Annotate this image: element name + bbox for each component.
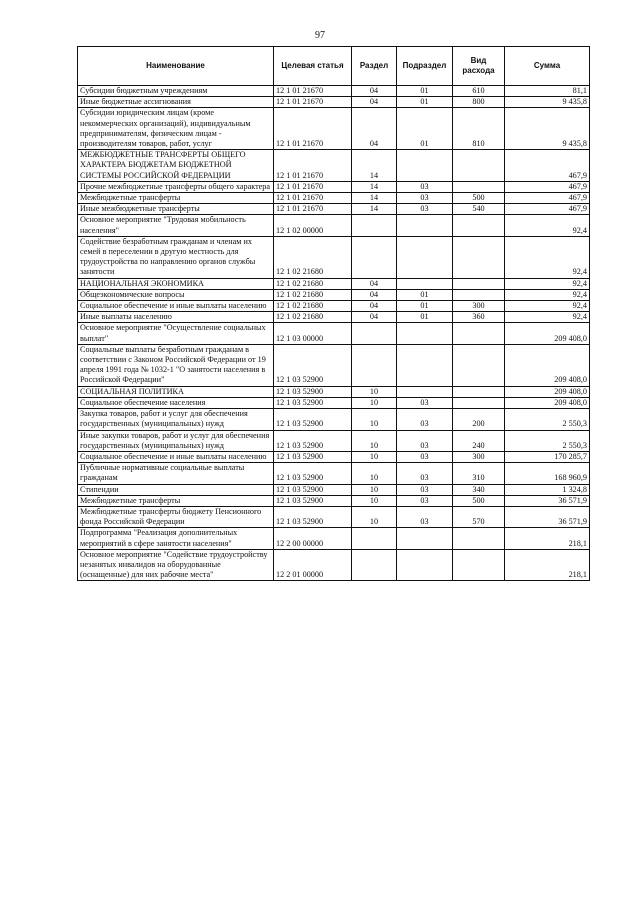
cell-sum: 209 408,0	[505, 397, 590, 408]
table-row	[78, 86, 590, 97]
cell-razdel: 10	[352, 430, 397, 451]
cell-razdel: 10	[352, 495, 397, 506]
cell-podrazdel	[397, 323, 453, 344]
cell-name: Социальное обеспечение и иные выплаты населению	[78, 451, 274, 462]
cell-razdel: 14	[352, 204, 397, 215]
cell-sum: 92,4	[505, 301, 590, 312]
cell-razdel: 10	[352, 409, 397, 430]
cell-sum: 2 550,3	[505, 409, 590, 430]
cell-razdel: 04	[352, 86, 397, 97]
cell-sum: 92,4	[505, 289, 590, 300]
table-row	[78, 409, 590, 430]
cell-vid: 540	[453, 204, 505, 215]
cell-sum: 218,1	[505, 528, 590, 549]
cell-sum: 92,4	[505, 215, 590, 236]
cell-vid: 500	[453, 495, 505, 506]
cell-razdel: 04	[352, 301, 397, 312]
cell-vid	[453, 323, 505, 344]
table-row	[78, 278, 590, 289]
cell-razdel	[352, 323, 397, 344]
cell-code: 12 1 02 00000	[274, 215, 352, 236]
cell-name: Субсидии бюджетным учреждениям	[78, 86, 274, 97]
cell-razdel: 04	[352, 289, 397, 300]
table-row	[78, 528, 590, 549]
cell-vid: 800	[453, 97, 505, 108]
cell-podrazdel: 03	[397, 463, 453, 484]
cell-code: 12 1 03 52900	[274, 409, 352, 430]
cell-vid: 300	[453, 301, 505, 312]
cell-podrazdel: 01	[397, 312, 453, 323]
cell-name: Иные межбюджетные трансферты	[78, 204, 274, 215]
cell-razdel: 04	[352, 97, 397, 108]
cell-name: Иные выплаты населению	[78, 312, 274, 323]
cell-podrazdel: 03	[397, 430, 453, 451]
cell-vid: 570	[453, 506, 505, 527]
table-row	[78, 181, 590, 192]
cell-razdel: 04	[352, 108, 397, 150]
table-row	[78, 97, 590, 108]
table-row	[78, 289, 590, 300]
cell-podrazdel: 01	[397, 301, 453, 312]
table-row	[78, 108, 590, 150]
cell-podrazdel: 01	[397, 86, 453, 97]
cell-sum: 467,9	[505, 150, 590, 182]
cell-razdel: 10	[352, 451, 397, 462]
header-podrazdel: Подраздел	[397, 47, 453, 86]
cell-code: 12 1 03 52900	[274, 344, 352, 386]
cell-razdel: 14	[352, 193, 397, 204]
cell-podrazdel: 03	[397, 204, 453, 215]
cell-name: Иные закупки товаров, работ и услуг для обеспечения государственных (муниципальных) нужд	[78, 430, 274, 451]
cell-podrazdel	[397, 549, 453, 581]
cell-name: Основное мероприятие "Трудовая мобильность населения"	[78, 215, 274, 236]
cell-vid	[453, 150, 505, 182]
cell-name: Основное мероприятие "Осуществление социальных выплат"	[78, 323, 274, 344]
cell-name: Социальные выплаты безработным гражданам в соответствии с Законом Российской Федерации от 19 апреля 1991 года № 1032-1 "О занятости населения в Российской Федерации"	[78, 344, 274, 386]
cell-name: НАЦИОНАЛЬНАЯ ЭКОНОМИКА	[78, 278, 274, 289]
cell-name: Социальное обеспечение и иные выплаты населению	[78, 301, 274, 312]
table-row	[78, 236, 590, 278]
cell-podrazdel: 03	[397, 495, 453, 506]
cell-name: Субсидии юридическим лицам (кроме некоммерческих организаций), индивидуальным предпринимателям, физическим лицам - производителям товаров, работ, услуг	[78, 108, 274, 150]
cell-razdel	[352, 344, 397, 386]
cell-sum: 36 571,9	[505, 506, 590, 527]
cell-sum: 1 324,8	[505, 484, 590, 495]
table-header-row	[78, 47, 590, 86]
cell-code: 12 1 01 21670	[274, 193, 352, 204]
cell-code: 12 1 02 21680	[274, 301, 352, 312]
cell-vid	[453, 236, 505, 278]
table-body	[78, 86, 590, 581]
cell-podrazdel	[397, 278, 453, 289]
cell-name: Межбюджетные трансферты бюджету Пенсионного фонда Российской Федерации	[78, 506, 274, 527]
cell-code: 12 1 03 52900	[274, 386, 352, 397]
table-row	[78, 204, 590, 215]
table-row	[78, 495, 590, 506]
cell-sum: 81,1	[505, 86, 590, 97]
cell-vid: 300	[453, 451, 505, 462]
cell-sum: 209 408,0	[505, 323, 590, 344]
cell-vid: 310	[453, 463, 505, 484]
cell-code: 12 1 01 21670	[274, 204, 352, 215]
cell-vid: 200	[453, 409, 505, 430]
budget-table	[77, 46, 590, 581]
cell-podrazdel: 01	[397, 289, 453, 300]
cell-sum: 467,9	[505, 193, 590, 204]
cell-name: МЕЖБЮДЖЕТНЫЕ ТРАНСФЕРТЫ ОБЩЕГО ХАРАКТЕРА БЮДЖЕТАМ БЮДЖЕТНОЙ СИСТЕМЫ РОССИЙСКОЙ ФЕДЕРАЦИИ	[78, 150, 274, 182]
cell-vid	[453, 181, 505, 192]
header-code: Целевая статья	[274, 47, 352, 86]
table-row	[78, 451, 590, 462]
table-row	[78, 463, 590, 484]
header-name: Наименование	[78, 47, 274, 86]
cell-sum: 2 550,3	[505, 430, 590, 451]
cell-sum: 218,1	[505, 549, 590, 581]
cell-name: Прочие межбюджетные трансферты общего характера	[78, 181, 274, 192]
cell-vid: 810	[453, 108, 505, 150]
cell-code: 12 1 02 21680	[274, 289, 352, 300]
table-row	[78, 193, 590, 204]
table-row	[78, 397, 590, 408]
header-vid: Вид расхода	[453, 47, 505, 86]
cell-code: 12 1 03 52900	[274, 397, 352, 408]
cell-name: Общеэкономические вопросы	[78, 289, 274, 300]
cell-razdel	[352, 215, 397, 236]
cell-sum: 9 435,8	[505, 108, 590, 150]
cell-podrazdel: 03	[397, 506, 453, 527]
cell-name: СОЦИАЛЬНАЯ ПОЛИТИКА	[78, 386, 274, 397]
table-row	[78, 301, 590, 312]
cell-vid	[453, 528, 505, 549]
table-row	[78, 506, 590, 527]
cell-vid	[453, 289, 505, 300]
header-razdel: Раздел	[352, 47, 397, 86]
cell-vid	[453, 344, 505, 386]
cell-name: Иные бюджетные ассигнования	[78, 97, 274, 108]
cell-code: 12 1 01 21670	[274, 108, 352, 150]
cell-razdel: 14	[352, 181, 397, 192]
cell-sum: 92,4	[505, 236, 590, 278]
cell-podrazdel	[397, 386, 453, 397]
cell-name: Подпрограмма "Реализация дополнительных мероприятий в сфере занятости населения"	[78, 528, 274, 549]
cell-vid: 340	[453, 484, 505, 495]
cell-sum: 9 435,8	[505, 97, 590, 108]
table-row	[78, 386, 590, 397]
cell-code: 12 1 03 52900	[274, 463, 352, 484]
cell-vid	[453, 549, 505, 581]
cell-code: 12 1 02 21680	[274, 312, 352, 323]
cell-sum: 467,9	[505, 181, 590, 192]
cell-razdel: 10	[352, 484, 397, 495]
cell-code: 12 1 01 21670	[274, 150, 352, 182]
cell-name: Социальное обеспечение населения	[78, 397, 274, 408]
cell-sum: 209 408,0	[505, 344, 590, 386]
cell-code: 12 1 03 52900	[274, 451, 352, 462]
table-row	[78, 484, 590, 495]
cell-razdel: 10	[352, 506, 397, 527]
table-row	[78, 323, 590, 344]
cell-vid: 500	[453, 193, 505, 204]
cell-vid: 610	[453, 86, 505, 97]
table-row	[78, 312, 590, 323]
cell-vid	[453, 386, 505, 397]
cell-code: 12 1 03 52900	[274, 430, 352, 451]
table-row	[78, 549, 590, 581]
cell-podrazdel	[397, 215, 453, 236]
page-number: 97	[315, 30, 325, 41]
cell-podrazdel: 03	[397, 193, 453, 204]
cell-sum: 36 571,9	[505, 495, 590, 506]
cell-sum: 170 285,7	[505, 451, 590, 462]
cell-razdel: 04	[352, 312, 397, 323]
cell-razdel: 10	[352, 463, 397, 484]
cell-podrazdel	[397, 236, 453, 278]
cell-code: 12 1 02 21680	[274, 236, 352, 278]
cell-razdel: 04	[352, 278, 397, 289]
cell-code: 12 2 01 00000	[274, 549, 352, 581]
cell-name: Публичные нормативные социальные выплаты гражданам	[78, 463, 274, 484]
cell-code: 12 1 01 21670	[274, 181, 352, 192]
cell-razdel	[352, 528, 397, 549]
cell-code: 12 1 03 52900	[274, 484, 352, 495]
cell-name: Межбюджетные трансферты	[78, 495, 274, 506]
cell-name: Основное мероприятие "Содействие трудоустройству незанятых инвалидов на оборудованные (оснащенные) для них рабочие места"	[78, 549, 274, 581]
header-sum: Сумма	[505, 47, 590, 86]
cell-name: Стипендии	[78, 484, 274, 495]
cell-sum: 467,9	[505, 204, 590, 215]
cell-razdel	[352, 549, 397, 581]
table-row	[78, 430, 590, 451]
cell-podrazdel	[397, 344, 453, 386]
cell-razdel: 10	[352, 397, 397, 408]
cell-podrazdel: 03	[397, 397, 453, 408]
cell-sum: 92,4	[505, 278, 590, 289]
table-row	[78, 344, 590, 386]
cell-sum: 209 408,0	[505, 386, 590, 397]
cell-podrazdel: 01	[397, 97, 453, 108]
cell-code: 12 1 01 21670	[274, 86, 352, 97]
cell-razdel: 10	[352, 386, 397, 397]
cell-vid	[453, 278, 505, 289]
cell-podrazdel: 03	[397, 484, 453, 495]
cell-code: 12 2 00 00000	[274, 528, 352, 549]
table-row	[78, 215, 590, 236]
cell-code: 12 1 02 21680	[274, 278, 352, 289]
cell-vid: 240	[453, 430, 505, 451]
cell-name: Межбюджетные трансферты	[78, 193, 274, 204]
cell-vid	[453, 397, 505, 408]
cell-vid: 360	[453, 312, 505, 323]
cell-sum: 168 960,9	[505, 463, 590, 484]
cell-code: 12 1 03 52900	[274, 495, 352, 506]
cell-sum: 92,4	[505, 312, 590, 323]
table-row	[78, 150, 590, 182]
cell-code: 12 1 03 00000	[274, 323, 352, 344]
cell-razdel: 14	[352, 150, 397, 182]
cell-podrazdel	[397, 528, 453, 549]
cell-name: Содействие безработным гражданам и членам их семей в переселении в другую местность для трудоустройства по направлению органов службы занятости	[78, 236, 274, 278]
cell-razdel	[352, 236, 397, 278]
cell-podrazdel: 03	[397, 409, 453, 430]
cell-code: 12 1 01 21670	[274, 97, 352, 108]
cell-podrazdel: 01	[397, 108, 453, 150]
cell-podrazdel: 03	[397, 451, 453, 462]
cell-code: 12 1 03 52900	[274, 506, 352, 527]
cell-vid	[453, 215, 505, 236]
cell-podrazdel: 03	[397, 181, 453, 192]
cell-name: Закупка товаров, работ и услуг для обеспечения государственных (муниципальных) нужд	[78, 409, 274, 430]
cell-podrazdel	[397, 150, 453, 182]
